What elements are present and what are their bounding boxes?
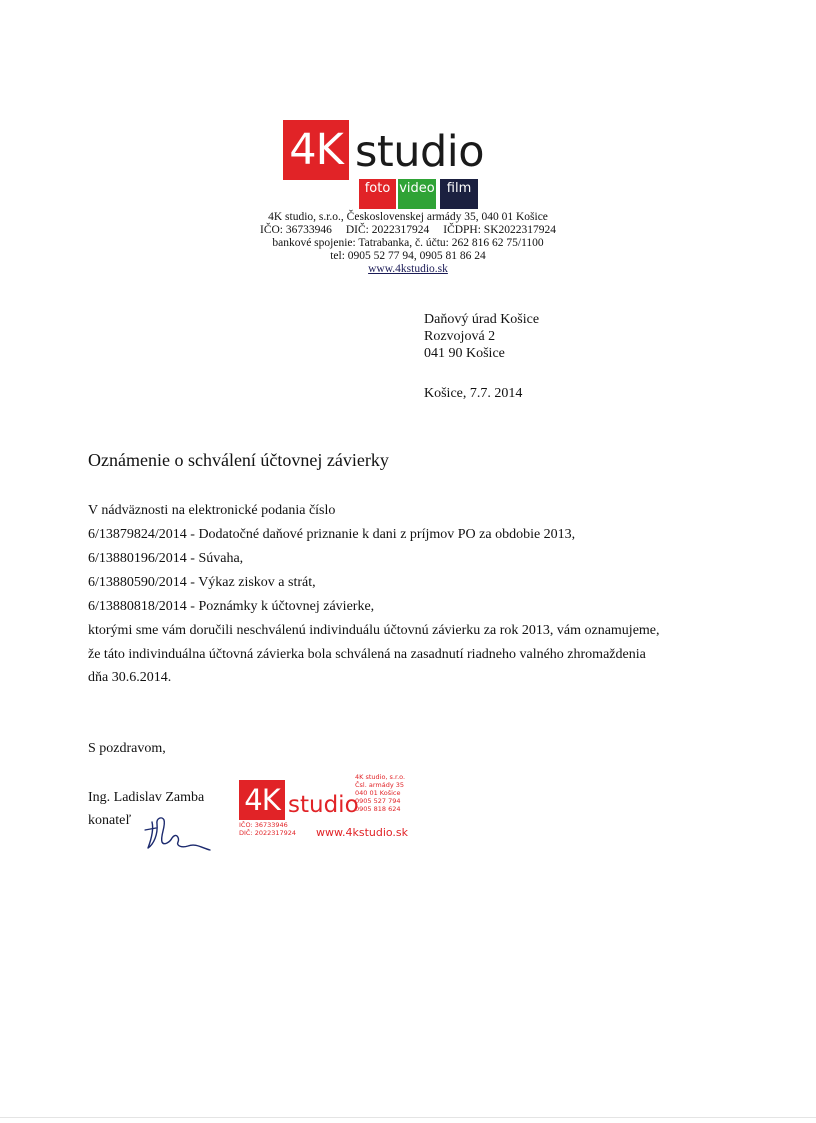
signature bbox=[142, 808, 216, 856]
stamp-logo-mark: 4K bbox=[239, 780, 285, 820]
recipient-name: Daňový úrad Košice bbox=[424, 312, 540, 327]
company-ids bbox=[200, 224, 616, 237]
filing-item: 6/13880818/2014 - Poznámky k účtovnej závierke, bbox=[88, 599, 375, 614]
company-ico: IČO: 36733946 bbox=[259, 224, 332, 236]
signer-name: Ing. Ladislav Zamba bbox=[88, 790, 205, 805]
stamp-city: 040 01 Košice bbox=[355, 789, 401, 797]
recipient-city: 041 90 Košice bbox=[424, 346, 505, 361]
stamp-street: Čsl. armády 35 bbox=[355, 781, 405, 789]
company-phone: tel: 0905 52 77 94, 0905 81 86 24 bbox=[330, 250, 486, 262]
company-website-link[interactable]: www.4kstudio.sk bbox=[368, 263, 448, 275]
filing-item: 6/13880196/2014 - Súvaha, bbox=[88, 551, 244, 566]
stamp-website: www.4kstudio.sk bbox=[316, 826, 409, 839]
body-intro: V nádväznosti na elektronické podania číslo bbox=[88, 503, 336, 518]
scan-edge-divider bbox=[0, 1117, 816, 1118]
filing-item: 6/13880590/2014 - Výkaz ziskov a strát, bbox=[88, 575, 316, 590]
company-dic: DIČ: 2022317924 bbox=[345, 224, 430, 236]
company-icdph: IČDPH: SK2022317924 bbox=[443, 224, 557, 236]
stamp-ico: IČO: 36733946 bbox=[239, 821, 288, 829]
stamp-dic: DIČ: 2022317924 bbox=[239, 829, 297, 837]
tag-film: film bbox=[440, 179, 478, 209]
closing: S pozdravom, bbox=[88, 741, 166, 756]
letter-subject: Oznámenie o schválení účtovnej závierky bbox=[88, 450, 389, 470]
signer-role: konateľ bbox=[88, 813, 132, 828]
logo-wordmark: studio bbox=[355, 127, 485, 177]
body-text-line: že táto indivinduálna účtovná závierka bola schválená na zasadnutí riadneho valného zhromaždenia bbox=[88, 647, 646, 662]
stamp-logo-wordmark: studio bbox=[288, 792, 359, 818]
recipient-street: Rozvojová 2 bbox=[424, 329, 496, 344]
logo-mark: 4K bbox=[283, 120, 349, 180]
letter-date: Košice, 7.7. 2014 bbox=[424, 386, 523, 401]
stamp-company-info bbox=[355, 773, 405, 813]
stamp-phone: 0905 818 624 bbox=[355, 805, 401, 813]
filing-item: 6/13879824/2014 - Dodatočné daňové priznanie k dani z príjmov PO za obdobie 2013, bbox=[88, 527, 576, 542]
stamp-phone: 0905 527 794 bbox=[355, 797, 401, 805]
body-text-line: ktorými sme vám doručili neschválenú indivinduálu účtovnú závierku za rok 2013, vám oznamujeme, bbox=[88, 623, 660, 638]
tag-video: video bbox=[398, 179, 436, 209]
tag-foto: foto bbox=[359, 179, 396, 209]
company-bank: bankové spojenie: Tatrabanka, č. účtu: 262 816 62 75/1100 bbox=[272, 237, 544, 249]
company-address: 4K studio, s.r.o., Československej armády 35, 040 01 Košice bbox=[268, 211, 548, 223]
body-text-line: dňa 30.6.2014. bbox=[88, 670, 172, 685]
stamp-company: 4K studio, s.r.o. bbox=[355, 773, 406, 781]
